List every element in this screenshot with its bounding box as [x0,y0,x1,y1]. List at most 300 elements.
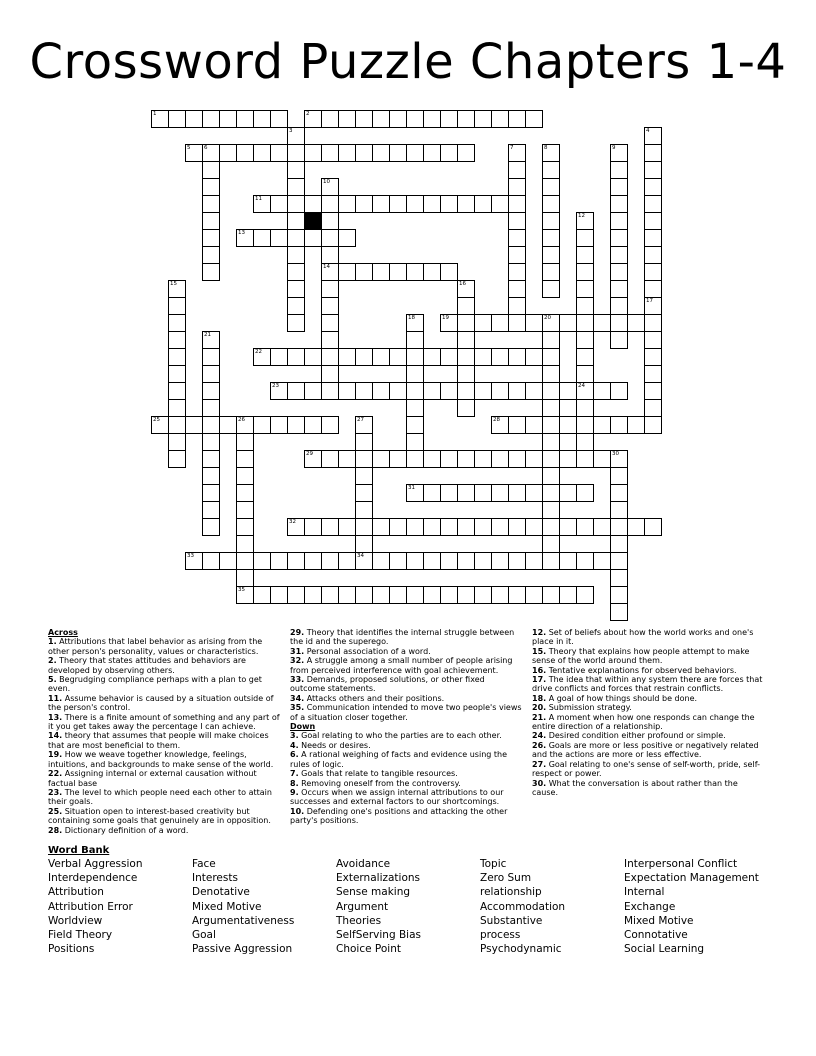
grid-cell[interactable] [508,280,526,298]
grid-cell[interactable] [236,535,254,553]
grid-cell[interactable] [287,382,305,400]
grid-cell[interactable] [508,246,526,264]
grid-cell[interactable] [406,348,424,366]
grid-cell[interactable] [202,484,220,502]
grid-cell[interactable] [576,450,594,468]
grid-cell[interactable] [372,348,390,366]
grid-cell[interactable] [202,178,220,196]
grid-cell[interactable] [168,331,186,349]
grid-cell[interactable] [406,365,424,383]
grid-cell[interactable] [644,144,662,162]
grid-cell[interactable] [423,263,441,281]
grid-cell[interactable] [321,586,339,604]
grid-cell[interactable] [406,518,424,536]
grid-cell[interactable] [304,229,322,247]
grid-cell[interactable] [406,416,424,434]
grid-cell[interactable] [474,110,492,128]
grid-cell[interactable] [389,450,407,468]
grid-cell[interactable] [270,229,288,247]
grid-cell[interactable] [406,450,424,468]
grid-cell[interactable] [355,586,373,604]
grid-cell[interactable] [321,365,339,383]
grid-cell[interactable] [576,484,594,502]
grid-cell[interactable] [457,331,475,349]
grid-cell[interactable] [372,382,390,400]
grid-cell[interactable] [168,382,186,400]
grid-cell[interactable] [644,382,662,400]
grid-cell[interactable] [355,535,373,553]
grid-cell[interactable] [219,552,237,570]
grid-cell[interactable] [236,433,254,451]
grid-cell[interactable] [321,246,339,264]
grid-cell[interactable] [508,263,526,281]
grid-cell[interactable] [610,246,628,264]
grid-cell[interactable] [593,314,611,332]
grid-cell[interactable] [423,484,441,502]
grid-cell[interactable] [576,416,594,434]
grid-cell[interactable] [270,586,288,604]
grid-cell[interactable] [508,161,526,179]
grid-cell[interactable] [338,382,356,400]
grid-cell[interactable] [406,382,424,400]
grid-cell[interactable] [610,314,628,332]
grid-cell[interactable] [185,416,203,434]
grid-cell[interactable] [457,110,475,128]
grid-cell[interactable] [559,518,577,536]
grid-cell[interactable] [389,586,407,604]
grid-cell[interactable] [457,399,475,417]
grid-cell[interactable] [355,450,373,468]
grid-cell[interactable] [440,382,458,400]
grid-cell[interactable] [440,518,458,536]
grid-cell[interactable] [287,229,305,247]
grid-cell[interactable] [542,263,560,281]
grid-cell[interactable] [304,382,322,400]
grid-cell[interactable] [576,365,594,383]
grid-cell[interactable] [372,552,390,570]
grid-cell[interactable] [474,382,492,400]
grid-cell[interactable] [440,552,458,570]
grid-cell[interactable] [542,433,560,451]
grid-cell[interactable] [610,382,628,400]
grid-cell[interactable] [287,348,305,366]
grid-cell[interactable] [321,110,339,128]
grid-cell[interactable] [202,195,220,213]
grid-cell[interactable] [525,382,543,400]
grid-cell[interactable] [372,586,390,604]
grid-cell[interactable] [491,450,509,468]
grid-cell[interactable] [542,161,560,179]
grid-cell[interactable] [542,399,560,417]
grid-cell[interactable] [287,586,305,604]
grid-cell[interactable] [491,382,509,400]
grid-cell[interactable] [355,263,373,281]
grid-cell[interactable] [236,518,254,536]
grid-cell[interactable] [236,110,254,128]
grid-cell[interactable] [236,552,254,570]
grid-cell[interactable] [644,195,662,213]
grid-cell[interactable] [644,416,662,434]
grid-cell[interactable] [389,195,407,213]
grid-cell[interactable] [525,314,543,332]
grid-cell[interactable] [423,586,441,604]
grid-cell[interactable] [304,416,322,434]
grid-cell[interactable] [321,552,339,570]
grid-cell[interactable] [457,348,475,366]
grid-cell[interactable] [202,552,220,570]
grid-cell[interactable] [508,484,526,502]
grid-cell[interactable] [457,586,475,604]
grid-cell[interactable] [372,110,390,128]
grid-cell[interactable] [474,518,492,536]
grid-cell[interactable] [168,110,186,128]
grid-cell[interactable] [610,603,628,621]
grid-cell[interactable] [338,552,356,570]
grid-cell[interactable] [270,144,288,162]
grid-cell[interactable] [185,110,203,128]
grid-cell[interactable] [355,348,373,366]
grid-cell[interactable] [644,246,662,264]
grid-cell[interactable] [457,144,475,162]
grid-cell[interactable] [508,314,526,332]
grid-cell[interactable] [644,518,662,536]
grid-cell[interactable] [644,399,662,417]
grid-cell[interactable] [355,467,373,485]
grid-cell[interactable] [338,110,356,128]
grid-cell[interactable] [202,348,220,366]
grid-cell[interactable] [542,365,560,383]
grid-cell[interactable] [440,586,458,604]
grid-cell[interactable] [440,484,458,502]
grid-cell[interactable] [542,467,560,485]
grid-cell[interactable] [610,212,628,230]
grid-cell[interactable] [168,314,186,332]
grid-cell[interactable] [287,161,305,179]
grid-cell[interactable] [593,416,611,434]
grid-cell[interactable] [474,348,492,366]
grid-cell[interactable] [559,314,577,332]
grid-cell[interactable] [576,246,594,264]
grid-cell[interactable] [474,450,492,468]
grid-cell[interactable] [610,178,628,196]
grid-cell[interactable] [423,518,441,536]
grid-cell[interactable] [525,110,543,128]
grid-cell[interactable] [610,569,628,587]
grid-cell[interactable] [593,552,611,570]
grid-cell[interactable] [491,552,509,570]
grid-cell[interactable] [627,518,645,536]
grid-cell[interactable] [576,348,594,366]
grid-cell[interactable] [457,314,475,332]
grid-cell[interactable] [508,178,526,196]
grid-cell[interactable] [236,450,254,468]
grid-cell[interactable] [525,552,543,570]
grid-cell[interactable] [321,416,339,434]
grid-cell[interactable] [542,280,560,298]
grid-cell[interactable] [525,484,543,502]
grid-cell[interactable] [236,501,254,519]
grid-cell[interactable] [287,212,305,230]
grid-cell[interactable] [525,586,543,604]
grid-cell[interactable] [202,450,220,468]
grid-cell[interactable] [406,399,424,417]
grid-cell[interactable] [219,416,237,434]
grid-cell[interactable] [610,586,628,604]
grid-cell[interactable] [389,552,407,570]
grid-cell[interactable] [304,552,322,570]
grid-cell[interactable] [542,450,560,468]
grid-cell[interactable] [457,195,475,213]
grid-cell[interactable] [491,348,509,366]
grid-cell[interactable] [491,314,509,332]
grid-cell[interactable] [440,450,458,468]
grid-cell[interactable] [457,518,475,536]
grid-cell[interactable] [338,518,356,536]
grid-cell[interactable] [168,450,186,468]
grid-cell[interactable] [321,144,339,162]
grid-cell[interactable] [202,161,220,179]
grid-cell[interactable] [559,450,577,468]
grid-cell[interactable] [491,586,509,604]
grid-cell[interactable] [253,586,271,604]
grid-cell[interactable] [219,110,237,128]
grid-cell[interactable] [610,501,628,519]
grid-cell[interactable] [406,586,424,604]
grid-cell[interactable] [440,195,458,213]
grid-cell[interactable] [270,348,288,366]
grid-cell[interactable] [287,314,305,332]
grid-cell[interactable] [236,484,254,502]
grid-cell[interactable] [542,212,560,230]
grid-cell[interactable] [287,178,305,196]
grid-cell[interactable] [406,331,424,349]
grid-cell[interactable] [406,552,424,570]
grid-cell[interactable] [202,263,220,281]
grid-cell[interactable] [457,450,475,468]
grid-cell[interactable] [406,263,424,281]
grid-cell[interactable] [610,535,628,553]
grid-cell[interactable] [321,195,339,213]
grid-cell[interactable] [508,552,526,570]
grid-cell[interactable] [202,518,220,536]
grid-cell[interactable] [406,144,424,162]
grid-cell[interactable] [304,195,322,213]
grid-cell[interactable] [372,450,390,468]
grid-cell[interactable] [304,518,322,536]
grid-cell[interactable] [236,144,254,162]
grid-cell[interactable] [389,518,407,536]
grid-cell[interactable] [287,552,305,570]
grid-cell[interactable] [610,552,628,570]
grid-cell[interactable] [270,195,288,213]
grid-cell[interactable] [610,484,628,502]
grid-cell[interactable] [321,450,339,468]
grid-cell[interactable] [253,416,271,434]
grid-cell[interactable] [168,416,186,434]
grid-cell[interactable] [270,110,288,128]
grid-cell[interactable] [508,416,526,434]
grid-cell[interactable] [474,195,492,213]
grid-cell[interactable] [168,297,186,315]
grid-cell[interactable] [508,195,526,213]
grid-cell[interactable] [202,365,220,383]
grid-cell[interactable] [338,195,356,213]
grid-cell[interactable] [508,297,526,315]
grid-cell[interactable] [389,110,407,128]
grid-cell[interactable] [542,501,560,519]
grid-cell[interactable] [406,195,424,213]
grid-cell[interactable] [593,518,611,536]
grid-cell[interactable] [355,382,373,400]
grid-cell[interactable] [236,569,254,587]
grid-cell[interactable] [355,110,373,128]
grid-cell[interactable] [406,110,424,128]
grid-cell[interactable] [491,518,509,536]
grid-cell[interactable] [610,416,628,434]
grid-cell[interactable] [202,467,220,485]
grid-cell[interactable] [610,518,628,536]
grid-cell[interactable] [321,382,339,400]
grid-cell[interactable] [202,212,220,230]
grid-cell[interactable] [321,314,339,332]
grid-cell[interactable] [338,229,356,247]
grid-cell[interactable] [202,399,220,417]
grid-cell[interactable] [321,280,339,298]
grid-cell[interactable] [576,229,594,247]
grid-cell[interactable] [559,416,577,434]
grid-cell[interactable] [542,552,560,570]
grid-cell[interactable] [576,280,594,298]
grid-cell[interactable] [287,246,305,264]
grid-cell[interactable] [525,518,543,536]
grid-cell[interactable] [542,382,560,400]
grid-cell[interactable] [610,263,628,281]
grid-cell[interactable] [389,144,407,162]
grid-cell[interactable] [508,450,526,468]
grid-cell[interactable] [610,297,628,315]
grid-cell[interactable] [423,382,441,400]
grid-cell[interactable] [304,144,322,162]
grid-cell[interactable] [474,586,492,604]
grid-cell[interactable] [644,178,662,196]
grid-cell[interactable] [593,382,611,400]
grid-cell[interactable] [474,484,492,502]
grid-cell[interactable] [542,246,560,264]
grid-cell[interactable] [457,484,475,502]
grid-cell[interactable] [338,348,356,366]
grid-cell[interactable] [304,586,322,604]
grid-cell[interactable] [542,331,560,349]
grid-cell[interactable] [389,348,407,366]
grid-cell[interactable] [236,467,254,485]
grid-cell[interactable] [576,552,594,570]
grid-cell[interactable] [287,263,305,281]
grid-cell[interactable] [525,348,543,366]
grid-cell[interactable] [644,229,662,247]
grid-cell[interactable] [542,518,560,536]
grid-cell[interactable] [372,195,390,213]
grid-cell[interactable] [644,348,662,366]
grid-cell[interactable] [644,314,662,332]
grid-cell[interactable] [610,280,628,298]
grid-cell[interactable] [321,348,339,366]
grid-cell[interactable] [576,586,594,604]
grid-cell[interactable] [372,263,390,281]
grid-cell[interactable] [610,161,628,179]
grid-cell[interactable] [338,450,356,468]
grid-cell[interactable] [440,144,458,162]
grid-cell[interactable] [457,552,475,570]
grid-cell[interactable] [321,331,339,349]
grid-cell[interactable] [610,229,628,247]
grid-cell[interactable] [372,144,390,162]
grid-cell[interactable] [168,433,186,451]
grid-cell[interactable] [389,263,407,281]
grid-cell[interactable] [287,280,305,298]
grid-cell[interactable] [627,314,645,332]
grid-cell[interactable] [576,433,594,451]
grid-cell[interactable] [644,331,662,349]
grid-cell[interactable] [423,144,441,162]
grid-cell[interactable] [491,110,509,128]
grid-cell[interactable] [474,552,492,570]
grid-cell[interactable] [168,399,186,417]
grid-cell[interactable] [440,110,458,128]
grid-cell[interactable] [355,195,373,213]
grid-cell[interactable] [202,110,220,128]
grid-cell[interactable] [542,195,560,213]
grid-cell[interactable] [644,365,662,383]
grid-cell[interactable] [542,178,560,196]
grid-cell[interactable] [338,263,356,281]
grid-cell[interactable] [559,382,577,400]
grid-cell[interactable] [168,348,186,366]
grid-cell[interactable] [423,552,441,570]
grid-cell[interactable] [627,416,645,434]
grid-cell[interactable] [508,229,526,247]
grid-cell[interactable] [508,382,526,400]
grid-cell[interactable] [508,212,526,230]
grid-cell[interactable] [593,450,611,468]
grid-cell[interactable] [202,246,220,264]
grid-cell[interactable] [644,280,662,298]
grid-cell[interactable] [644,161,662,179]
grid-cell[interactable] [168,365,186,383]
grid-cell[interactable] [406,433,424,451]
grid-cell[interactable] [576,399,594,417]
grid-cell[interactable] [202,433,220,451]
grid-cell[interactable] [542,484,560,502]
grid-cell[interactable] [576,263,594,281]
grid-cell[interactable] [389,382,407,400]
grid-cell[interactable] [253,144,271,162]
grid-cell[interactable] [321,297,339,315]
grid-cell[interactable] [576,314,594,332]
grid-cell[interactable] [542,348,560,366]
grid-cell[interactable] [219,144,237,162]
grid-cell[interactable] [559,586,577,604]
grid-cell[interactable] [542,586,560,604]
grid-cell[interactable] [202,416,220,434]
grid-cell[interactable] [321,229,339,247]
grid-cell[interactable] [270,552,288,570]
grid-cell[interactable] [576,518,594,536]
grid-cell[interactable] [355,501,373,519]
grid-cell[interactable] [559,484,577,502]
grid-cell[interactable] [525,416,543,434]
grid-cell[interactable] [355,484,373,502]
grid-cell[interactable] [542,229,560,247]
